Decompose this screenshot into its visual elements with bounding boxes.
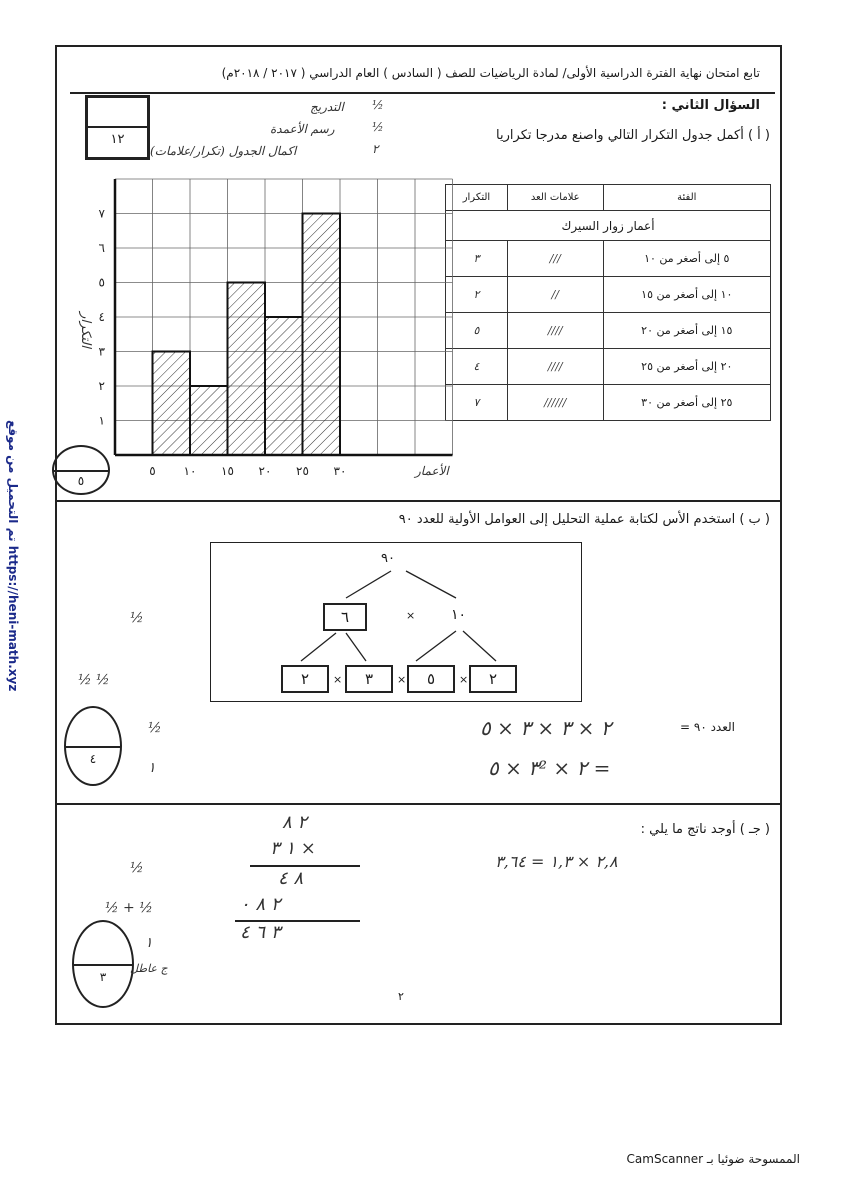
y-tick-label: ١: [98, 413, 105, 428]
note-scale: التدريج: [310, 100, 344, 114]
tree-factor: ١٠: [451, 607, 467, 623]
note-mark-1: ½: [372, 98, 384, 112]
y-tick-label: ٤: [98, 310, 105, 324]
x-tick-label: ٢٠: [258, 464, 272, 478]
part-b-mark-oval: [64, 706, 122, 786]
times-sign: ×: [406, 609, 416, 622]
table-row: [446, 385, 771, 421]
part-c-note: ج عاطل: [130, 962, 168, 975]
row-freq: ٣: [446, 241, 508, 277]
table-row: [446, 277, 771, 313]
part-b-prompt: ( ب ) استخدم الأس لكتابة عملية التحليل إلى العوامل الأولية للعدد ٩٠: [398, 512, 770, 527]
histogram-bar: [265, 317, 303, 455]
row-tally: ////: [507, 313, 603, 349]
frequency-table: [445, 184, 771, 421]
work-row: ٣ ٦ ٤: [240, 922, 281, 943]
part-c-mark: ٣: [99, 970, 107, 984]
answer-label: العدد ٩٠ =: [680, 720, 736, 734]
x-tick-label: ٢٥: [296, 464, 309, 478]
x-tick-label: ١٠: [183, 464, 197, 478]
part-b-mark: ٤: [89, 752, 97, 766]
exam-header: تابع امتحان نهاية الفترة الدراسية الأولى/ لمادة الرياضيات للصف ( السادس ) العام الدراسي ( ٢٠١٧ / ٢٠١٨م): [221, 66, 760, 80]
work-row: ٢ ٨: [282, 812, 308, 833]
tree-leaf-box: ٢: [469, 665, 517, 693]
part-b-side-mark: ½ ½: [78, 672, 110, 688]
row-class: ٢٥ إلى أصغر من ٣٠: [603, 385, 770, 421]
tree-leaf-box: ٣: [345, 665, 393, 693]
part-a-mark-oval: [52, 445, 110, 495]
note-mark-3: ٢: [372, 142, 379, 156]
row-freq: ٤: [446, 349, 508, 385]
x-tick-label: ٣٠: [333, 464, 347, 478]
note-table: اكمال الجدول (تكرار/علامات): [150, 144, 297, 158]
work-line: [250, 865, 360, 867]
y-tick-label: ٢: [98, 379, 105, 393]
histogram-chart: [60, 170, 460, 495]
note-mark-2: ½: [372, 120, 384, 134]
row-freq: ٥: [446, 313, 508, 349]
answer-line-2: = ٢ × ٣² × ٥: [488, 756, 611, 780]
header-divider: [70, 92, 775, 94]
tree-leaf-box: ٢: [281, 665, 329, 693]
x-tick-label: ٥: [149, 464, 156, 478]
header-class: الفئة: [603, 185, 770, 211]
histogram-bar: [153, 352, 191, 456]
row-class: ٥ إلى أصغر من ١٠: [603, 241, 770, 277]
x-tick-label: ١٥: [221, 464, 234, 478]
part-c-side-mark: ½ + ½: [105, 900, 153, 916]
part-b-side-mark: ½: [130, 610, 144, 626]
section-divider-b: [57, 803, 780, 805]
part-c-prompt: ( جـ ) أوجد ناتج ما يلي :: [640, 822, 770, 837]
table-caption: أعمار زوار السيرك: [446, 211, 771, 241]
work-row: ٨ ٤: [278, 868, 304, 889]
page-number: ٢: [398, 990, 404, 1003]
part-b-side-mark: ١: [148, 760, 156, 776]
part-a-mark: ٥: [77, 474, 85, 488]
row-tally: //: [507, 277, 603, 313]
part-c-expression: ٢,٨ × ١,٣ = ٣,٦٤: [495, 852, 618, 871]
y-tick-label: ٧: [98, 206, 105, 221]
source-link[interactable]: تم التحميل من موقع https://heni-math.xyz: [6, 420, 20, 692]
histogram-bar: [228, 283, 266, 456]
section-divider-a: [57, 500, 780, 502]
row-tally: //////: [507, 385, 603, 421]
answer-line-1: ٢ × ٣ × ٣ × ٥: [480, 716, 612, 740]
part-b-side-mark: ½: [148, 720, 162, 736]
times-sign: ×: [459, 673, 469, 686]
part-c-mark-oval: [72, 920, 134, 1008]
tree-factor-box: ٦: [323, 603, 367, 631]
part-a-prompt: ( أ ) أكمل جدول التكرار التالي واصنع مدرجا تكراريا: [496, 128, 770, 143]
times-sign: ×: [397, 673, 407, 686]
table-row: [446, 241, 771, 277]
times-sign: ×: [333, 673, 343, 686]
row-freq: ٢: [446, 277, 508, 313]
work-row: ٢ ٨ ٠: [240, 894, 281, 915]
row-tally: ////: [507, 349, 603, 385]
histogram-bar: [190, 386, 228, 455]
row-tally: ///: [507, 241, 603, 277]
y-tick-label: ٣: [98, 344, 105, 359]
row-class: ٢٠ إلى أصغر من ٢٥: [603, 349, 770, 385]
total-score-value: ١٢: [110, 132, 125, 147]
histogram-x-label: الأعمار: [415, 464, 449, 478]
total-score-box: [85, 95, 150, 160]
row-class: ١٠ إلى أصغر من ١٥: [603, 277, 770, 313]
histogram-y-label: التكرار: [78, 312, 93, 348]
header-tally: علامات العد: [507, 185, 603, 211]
table-row: [446, 313, 771, 349]
tree-leaf-box: ٥: [407, 665, 455, 693]
row-class: ١٥ إلى أصغر من ٢٠: [603, 313, 770, 349]
y-tick-label: ٦: [98, 241, 105, 255]
scanner-footer: الممسوحة ضوئيا بـ CamScanner: [626, 1152, 800, 1166]
table-row: [446, 349, 771, 385]
part-c-side-mark: ½: [130, 860, 144, 876]
work-row: × ١ ٣: [270, 838, 316, 859]
tree-root: ٩٠: [381, 551, 395, 566]
question-two-title: السؤال الثاني :: [661, 98, 760, 113]
note-bars: رسم الأعمدة: [270, 122, 335, 136]
factor-tree-box: [210, 542, 582, 702]
row-freq: ٧: [446, 385, 508, 421]
histogram-bar: [303, 214, 341, 456]
part-c-side-mark: ١: [145, 935, 153, 951]
header-frequency: التكرار: [446, 185, 508, 211]
y-tick-label: ٥: [98, 275, 105, 290]
